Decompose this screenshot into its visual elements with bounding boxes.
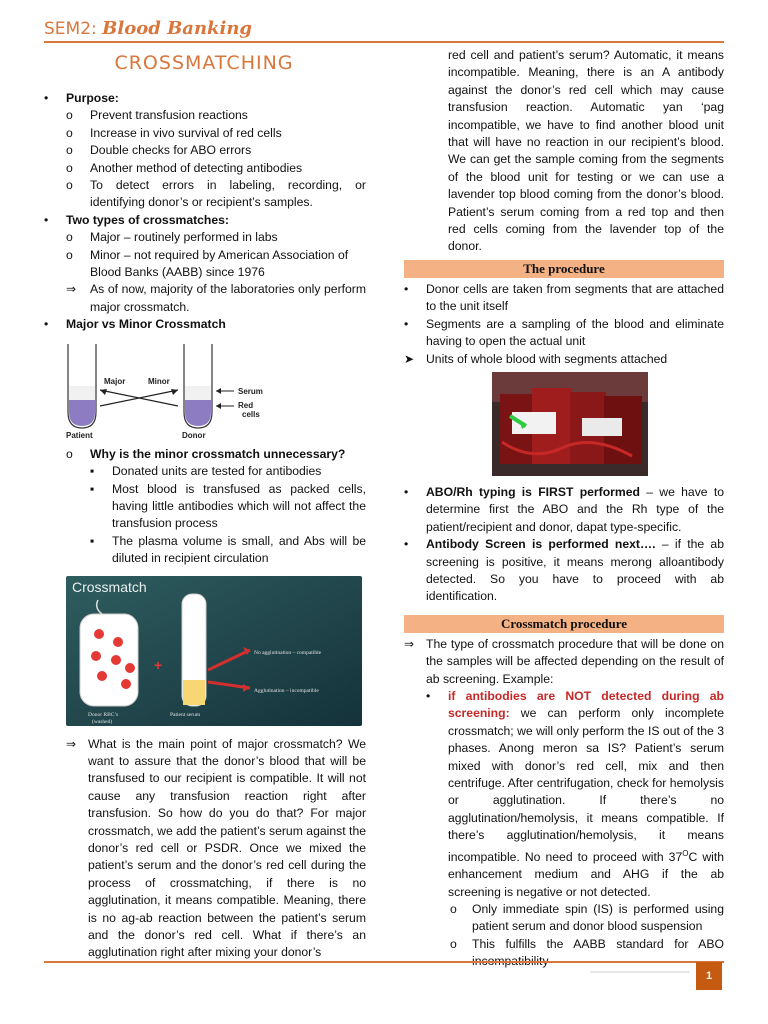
- list-item: o Only immediate spin (IS) is performed using patient serum and donor blood suspension: [450, 901, 724, 934]
- list-item-note: ⇒ As of now, majority of the laboratories only perform major crossmatch.: [66, 282, 366, 314]
- crossmatch-intro: ⇒ The type of crossmatch procedure that will be done on the samples will be affected depending on the result of ab screening. Example:: [404, 636, 724, 686]
- header-semester: SEM2:: [44, 19, 103, 39]
- list-item: ▪ The plasma volume is small, and Abs will be diluted in recipient circulation: [90, 533, 366, 566]
- label-donor: Donor: [182, 430, 206, 440]
- header-rule: [44, 41, 724, 43]
- label-minor: Minor: [148, 376, 170, 386]
- donor-rbcs-washed-label: (washed): [92, 718, 113, 725]
- list-item: o This fulfills the AABB standard for ABO: [450, 936, 724, 951]
- list-item: ▪ Donated units are tested for antibodies: [90, 464, 322, 479]
- list-item: o Minor – not required by American Association of Blood Banks (AABB) since 1976: [66, 247, 349, 280]
- label-red: Red: [238, 400, 254, 410]
- list-item-arrow: ➤ Units of whole blood with segments attached: [404, 351, 668, 366]
- label-cells: cells: [242, 409, 260, 419]
- right-column: [404, 47, 724, 971]
- plus-sign: +: [154, 656, 163, 673]
- agglutination-label: Agglutination – incompatible: [254, 687, 319, 694]
- list-item: • Segments are a sampling of the blood and eliminate having to open the actual unit: [404, 316, 724, 349]
- label-serum: Serum: [238, 386, 263, 396]
- header-subject: Blood Banking: [102, 18, 253, 39]
- label-major: Major: [104, 376, 126, 386]
- no-agglutination-label: No agglutination – compatible: [254, 649, 322, 656]
- crossmatch-figure-title: Crossmatch: [72, 578, 147, 595]
- page-number: 1: [696, 962, 722, 990]
- list-item: o Increase in vivo survival of red cells: [66, 125, 282, 140]
- list-item: ▪ Most blood is transfused as packed cells, having little antibodies which will not affect the transfusion process: [90, 481, 366, 531]
- footer-rule: [44, 961, 724, 963]
- list-item: o Double checks for ABO errors: [66, 143, 252, 158]
- crossmatch-procedure-heading: Crossmatch procedure: [404, 615, 724, 633]
- antibody-screen-item: • Antibody Screen is performed next…. – if the ab screening is positive, it means merong alloantibody detected. So you have to proceed with ab identification.: [404, 537, 724, 604]
- main-point-paragraph: ⇒ What is the main point of major crossmatch? We want to assure that the donor’s blood that will be transfused to our recipient is compatible. It will not cause any transfusion reaction right after transfusion. So how do you do that? For major crossmatch, we add the patient’s serum against the donor’s red cell or PSDR. Once we mixed the patient’s serum and the donor’s red cell during the process of crossmatching, if there is no agglutination, it means compatible. Meaning, there is no ag-ab reaction between the patient’s serum and the donor’s red cell. What if there’s an agglutination right after mixing your donor’s: [66, 736, 366, 960]
- list-item: o Another method of detecting antibodies: [66, 160, 303, 175]
- footer-bar: [590, 971, 690, 973]
- major-minor-heading: • Major vs Minor Crossmatch: [44, 317, 226, 332]
- list-item: o Major – routinely performed in labs: [66, 230, 278, 245]
- types-heading: • Two types of crossmatches:: [44, 212, 229, 227]
- major-minor-figure: [66, 340, 298, 440]
- left-column: [44, 90, 366, 962]
- crossmatch-figure: [66, 576, 362, 726]
- patient-serum-label: Patient serum: [170, 711, 201, 718]
- list-item: o Prevent transfusion reactions: [66, 108, 248, 123]
- blood-units-photo: [492, 372, 648, 476]
- main-point-continued: red cell and patient’s serum? Automatic, it means incompatible. Meaning, there is an A antibody against the donor’s red cell which may cause transfusion reaction. Automatic yan ‘pag incompatible, we have to find another blood unit that will have no reaction in our recipient’s blood. We can get the sample coming from the segments of the blood unit for testing or we can use a lavender top blood coming from the donor’s blood. Patient’s serum coming from a red top and then red cells coming from the lavender top of the donor.: [448, 48, 724, 254]
- abo-item: • ABO/Rh typing is FIRST performed – we have to determine first the ABO and the Rh type of the patient/recipient and donor, dapat type-specific.: [404, 484, 724, 534]
- procedure-heading: The procedure: [404, 260, 724, 278]
- purpose-heading: • Purpose:: [44, 91, 119, 105]
- page-title: CROSSMATCHING: [114, 52, 294, 74]
- page-header: [44, 18, 252, 39]
- label-patient: Patient: [66, 430, 93, 440]
- donor-rbcs-label: Donor RBC’s: [88, 711, 119, 718]
- list-item: • Donor cells are taken from segments that are attached to the unit itself: [404, 281, 724, 314]
- case-item: • if antibodies are NOT detected during ab screening: we can perform only incomplete crossmatch; we will only perform the IS out of the 3 phases. Anong meron sa IS? Patient’s serum mixed with donor’s red cell, mix and then centrifuge. After centrifugation, check for hemolysis or agglutination. If there’s no agglutination/hemolysis, it means compatible. If there’s agglutination/hemolysis, it means incompatible. No need to proceed with $37^OC$ with enhancement medium and AHG if the ab screening is negative or not detected.: [426, 688, 724, 899]
- why-heading: o Why is the minor crossmatch unnecessary?: [66, 446, 346, 461]
- list-item: o To detect errors in labeling, recording, or identifying donor’s or recipient’s samples.: [66, 178, 366, 210]
